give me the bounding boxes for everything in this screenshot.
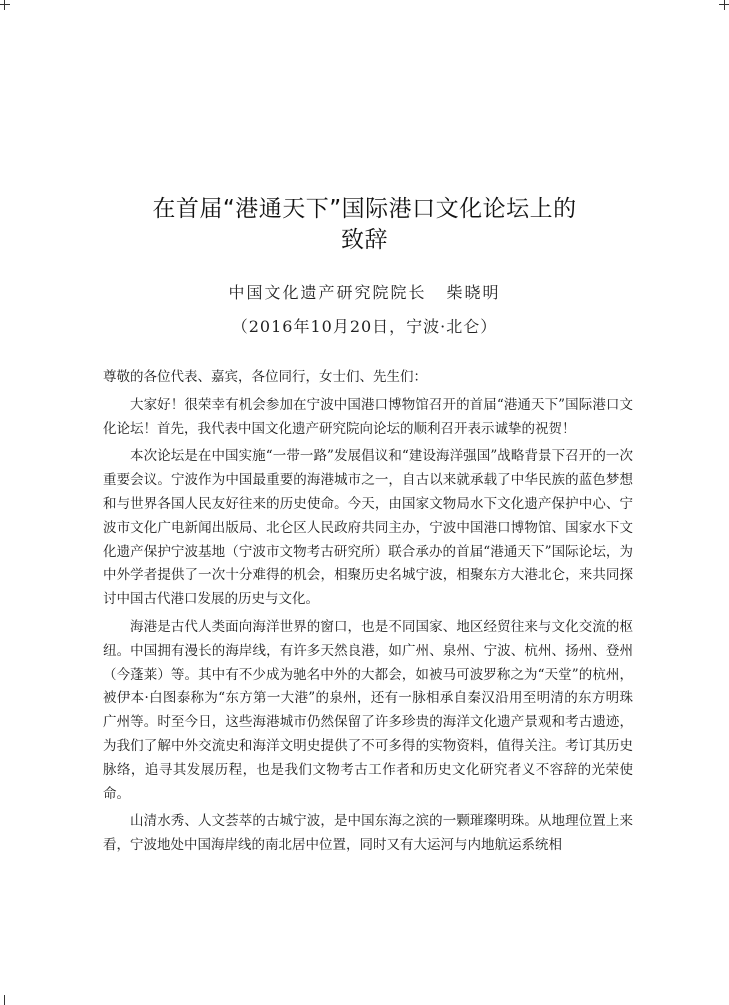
crop-mark-top-left [4, 0, 5, 10]
dateline: （2016年10月20日，宁波·北仑） [231, 317, 498, 336]
paragraph: 海港是古代人类面向海洋世界的窗口，也是不同国家、地区经贸往来与文化交流的枢纽。中国拥有漫长的海岸线，有许多天然良港，如广州、泉州、宁波、杭州、扬州、登州（今蓬莱）等。其中有不少成为驰名中外的大都会，如被马可波罗称之为“天堂”的杭州，被伊本·白图泰称为“东方第一大港”的泉州，还有一脉相承自秦汉沿用至明清的东方明珠广州等。时至今日，这些海港城市仍然保留了许多珍贵的海洋文化遗产景观和考古遗迹，为我们了解中外交流史和海洋文明史提供了不可多得的实物资料，值得关注。考订其历史脉络，追寻其发展历程，也是我们文物考古工作者和历史文化研究者义不容辞的光荣使命。 [103, 618, 633, 802]
crop-mark-bottom-left [4, 995, 5, 1005]
title-line-1: 在首届“港通天下”国际港口文化论坛上的 [152, 196, 577, 222]
author-name: 柴晓明 [446, 283, 501, 302]
page-title [0, 194, 729, 256]
byline [0, 280, 729, 303]
salutation: 尊敬的各位代表、嘉宾，各位同行，女士们、先生们： [103, 369, 427, 385]
author-affiliation: 中国文化遗产研究院院长 [228, 283, 427, 302]
title-line-2: 致辞 [341, 227, 388, 253]
crop-mark-top-left [0, 4, 10, 5]
paragraph: 大家好！很荣幸有机会参加在宁波中国港口博物馆召开的首届“港通天下”国际港口文化论坛！首先，我代表中国文化遗产研究院向论坛的顺利召开表示诚挚的祝贺！ [103, 396, 633, 437]
crop-mark-top-right [724, 0, 725, 10]
paragraph: 山清水秀、人文荟萃的古城宁波，是中国东海之滨的一颗璀璨明珠。从地理位置上来看，宁波地处中国海岸线的南北居中位置，同时又有大运河与内地航运系统相 [103, 813, 633, 854]
body-text [103, 366, 633, 862]
paragraph: 本次论坛是在中国实施“一带一路”发展倡议和“建设海洋强国”战略背景下召开的一次重要会议。宁波作为中国最重要的海港城市之一，自古以来就承载了中华民族的蓝色梦想和与世界各国人民友好往来的历史使命。今天，由国家文物局水下文化遗产保护中心、宁波市文化广电新闻出版局、北仑区人民政府共同主办，宁波中国港口博物馆、国家水下文化遗产保护宁波基地（宁波市文物考古研究所）联合承办的首届“港通天下”国际论坛，为中外学者提供了一次十分难得的机会，相聚历史名城宁波，相聚东方大港北仑，来共同探讨中国古代港口发展的历史与文化。 [103, 448, 633, 608]
